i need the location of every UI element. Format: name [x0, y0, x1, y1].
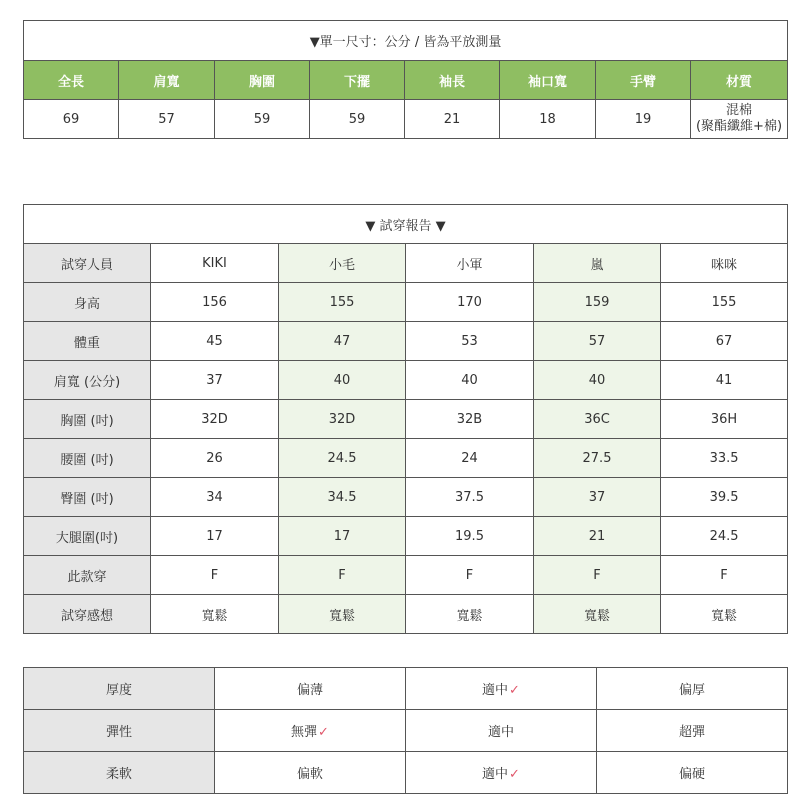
tester-name: 小毛: [279, 244, 406, 283]
fit-cell: 21: [534, 517, 661, 556]
fabric-feel-table: [23, 667, 788, 794]
feel-option-label: 適中: [482, 767, 509, 782]
fit-report-row: [24, 517, 788, 556]
feel-option: [597, 668, 788, 710]
fit-report-table: [23, 204, 788, 634]
fit-cell: 67: [661, 322, 788, 361]
fabric-feel-rows: [24, 668, 788, 794]
fit-cell: 57: [534, 322, 661, 361]
fit-cell: 32D: [151, 400, 279, 439]
tester-name: 咪咪: [661, 244, 788, 283]
value-length: 69: [24, 100, 119, 139]
header-sleeve-length: 袖長: [405, 61, 500, 100]
checkmark-icon: ✓: [509, 767, 520, 782]
fabric-feel-row: [24, 710, 788, 752]
value-cuff-width: 18: [500, 100, 596, 139]
fit-cell: 33.5: [661, 439, 788, 478]
fit-row-label: 此款穿: [24, 556, 151, 595]
fit-cell: 40: [406, 361, 534, 400]
feel-option: [215, 752, 406, 794]
fit-cell: F: [406, 556, 534, 595]
fabric-feel-row: [24, 668, 788, 710]
fit-cell: F: [151, 556, 279, 595]
fit-report-row: [24, 595, 788, 634]
fit-cell: 53: [406, 322, 534, 361]
fit-cell: 37: [151, 361, 279, 400]
header-cuff-width: 袖口寬: [500, 61, 596, 100]
feel-option-label: 偏軟: [296, 767, 323, 782]
fit-cell: F: [534, 556, 661, 595]
feel-option-label: 適中: [482, 683, 509, 698]
tester-name: 嵐: [534, 244, 661, 283]
feel-option: [215, 710, 406, 752]
fit-report-row: [24, 283, 788, 322]
feel-option-label: 偏硬: [678, 767, 705, 782]
fit-row-label: 肩寬 (公分): [24, 361, 151, 400]
fit-report-row: [24, 400, 788, 439]
value-arm: 19: [596, 100, 691, 139]
fit-cell: 19.5: [406, 517, 534, 556]
feel-option-label: 偏薄: [296, 683, 323, 698]
fit-report-row: [24, 361, 788, 400]
fit-cell: 24: [406, 439, 534, 478]
fit-cell: 45: [151, 322, 279, 361]
fit-cell: 27.5: [534, 439, 661, 478]
fit-cell: 寬鬆: [406, 595, 534, 634]
feel-option: [406, 752, 597, 794]
fit-cell: 47: [279, 322, 406, 361]
fit-row-label: 臀圍 (吋): [24, 478, 151, 517]
fit-cell: 36C: [534, 400, 661, 439]
fit-cell: 寬鬆: [534, 595, 661, 634]
fit-cell: F: [661, 556, 788, 595]
feel-option-label: 適中: [487, 725, 514, 740]
feel-option: [406, 668, 597, 710]
value-chest: 59: [215, 100, 310, 139]
fit-report-rows: [24, 283, 788, 634]
fit-cell: 24.5: [279, 439, 406, 478]
feel-option-label: 無彈: [291, 725, 318, 740]
fit-cell: 156: [151, 283, 279, 322]
value-shoulder: 57: [119, 100, 215, 139]
fit-cell: 37.5: [406, 478, 534, 517]
fit-row-label: 身高: [24, 283, 151, 322]
tester-name: KIKI: [151, 244, 279, 283]
fit-row-label: 胸圍 (吋): [24, 400, 151, 439]
fit-cell: 37: [534, 478, 661, 517]
fit-cell: 32D: [279, 400, 406, 439]
fit-report-title: ▼ 試穿報告 ▼: [24, 205, 788, 244]
fit-report-row: [24, 478, 788, 517]
fit-cell: F: [279, 556, 406, 595]
value-material: [691, 100, 788, 139]
value-sleeve-length: 21: [405, 100, 500, 139]
fit-cell: 155: [661, 283, 788, 322]
fit-row-label: 體重: [24, 322, 151, 361]
fit-row-label: 試穿感想: [24, 595, 151, 634]
fit-report-row: [24, 439, 788, 478]
fit-row-label: 腰圍 (吋): [24, 439, 151, 478]
material-name: 混棉: [726, 103, 753, 118]
fit-cell: 32B: [406, 400, 534, 439]
fit-cell: 寬鬆: [151, 595, 279, 634]
header-shoulder: 肩寬: [119, 61, 215, 100]
size-table: [23, 20, 788, 139]
fabric-feel-row: [24, 752, 788, 794]
fit-cell: 155: [279, 283, 406, 322]
feel-option-label: 超彈: [678, 725, 705, 740]
header-length: 全長: [24, 61, 119, 100]
fit-cell: 36H: [661, 400, 788, 439]
tester-name: 小軍: [406, 244, 534, 283]
value-hem: 59: [310, 100, 405, 139]
feel-option: [597, 710, 788, 752]
header-material: 材質: [691, 61, 788, 100]
size-table-title: ▼單一尺寸：公分 / 皆為平放測量: [24, 21, 788, 61]
header-arm: 手臂: [596, 61, 691, 100]
header-hem: 下擺: [310, 61, 405, 100]
fit-cell: 40: [279, 361, 406, 400]
feel-option-label: 偏厚: [678, 683, 705, 698]
fit-cell: 34.5: [279, 478, 406, 517]
fit-cell: 17: [279, 517, 406, 556]
feel-option: [215, 668, 406, 710]
checkmark-icon: ✓: [318, 725, 329, 740]
checkmark-icon: ✓: [509, 683, 520, 698]
feel-option: [406, 710, 597, 752]
fit-cell: 170: [406, 283, 534, 322]
fit-cell: 17: [151, 517, 279, 556]
fit-cell: 24.5: [661, 517, 788, 556]
fit-cell: 34: [151, 478, 279, 517]
material-composition: (聚酯纖維+棉): [695, 119, 783, 134]
fit-report-row: [24, 322, 788, 361]
fit-row-label: 大腿圍(吋): [24, 517, 151, 556]
feel-row-label: 厚度: [24, 668, 215, 710]
fit-cell: 寬鬆: [279, 595, 406, 634]
fit-cell: 159: [534, 283, 661, 322]
feel-row-label: 柔軟: [24, 752, 215, 794]
fit-cell: 40: [534, 361, 661, 400]
tester-header-label: 試穿人員: [24, 244, 151, 283]
feel-row-label: 彈性: [24, 710, 215, 752]
feel-option: [597, 752, 788, 794]
fit-cell: 39.5: [661, 478, 788, 517]
header-chest: 胸圍: [215, 61, 310, 100]
fit-cell: 寬鬆: [661, 595, 788, 634]
fit-cell: 26: [151, 439, 279, 478]
fit-cell: 41: [661, 361, 788, 400]
fit-report-row: [24, 556, 788, 595]
